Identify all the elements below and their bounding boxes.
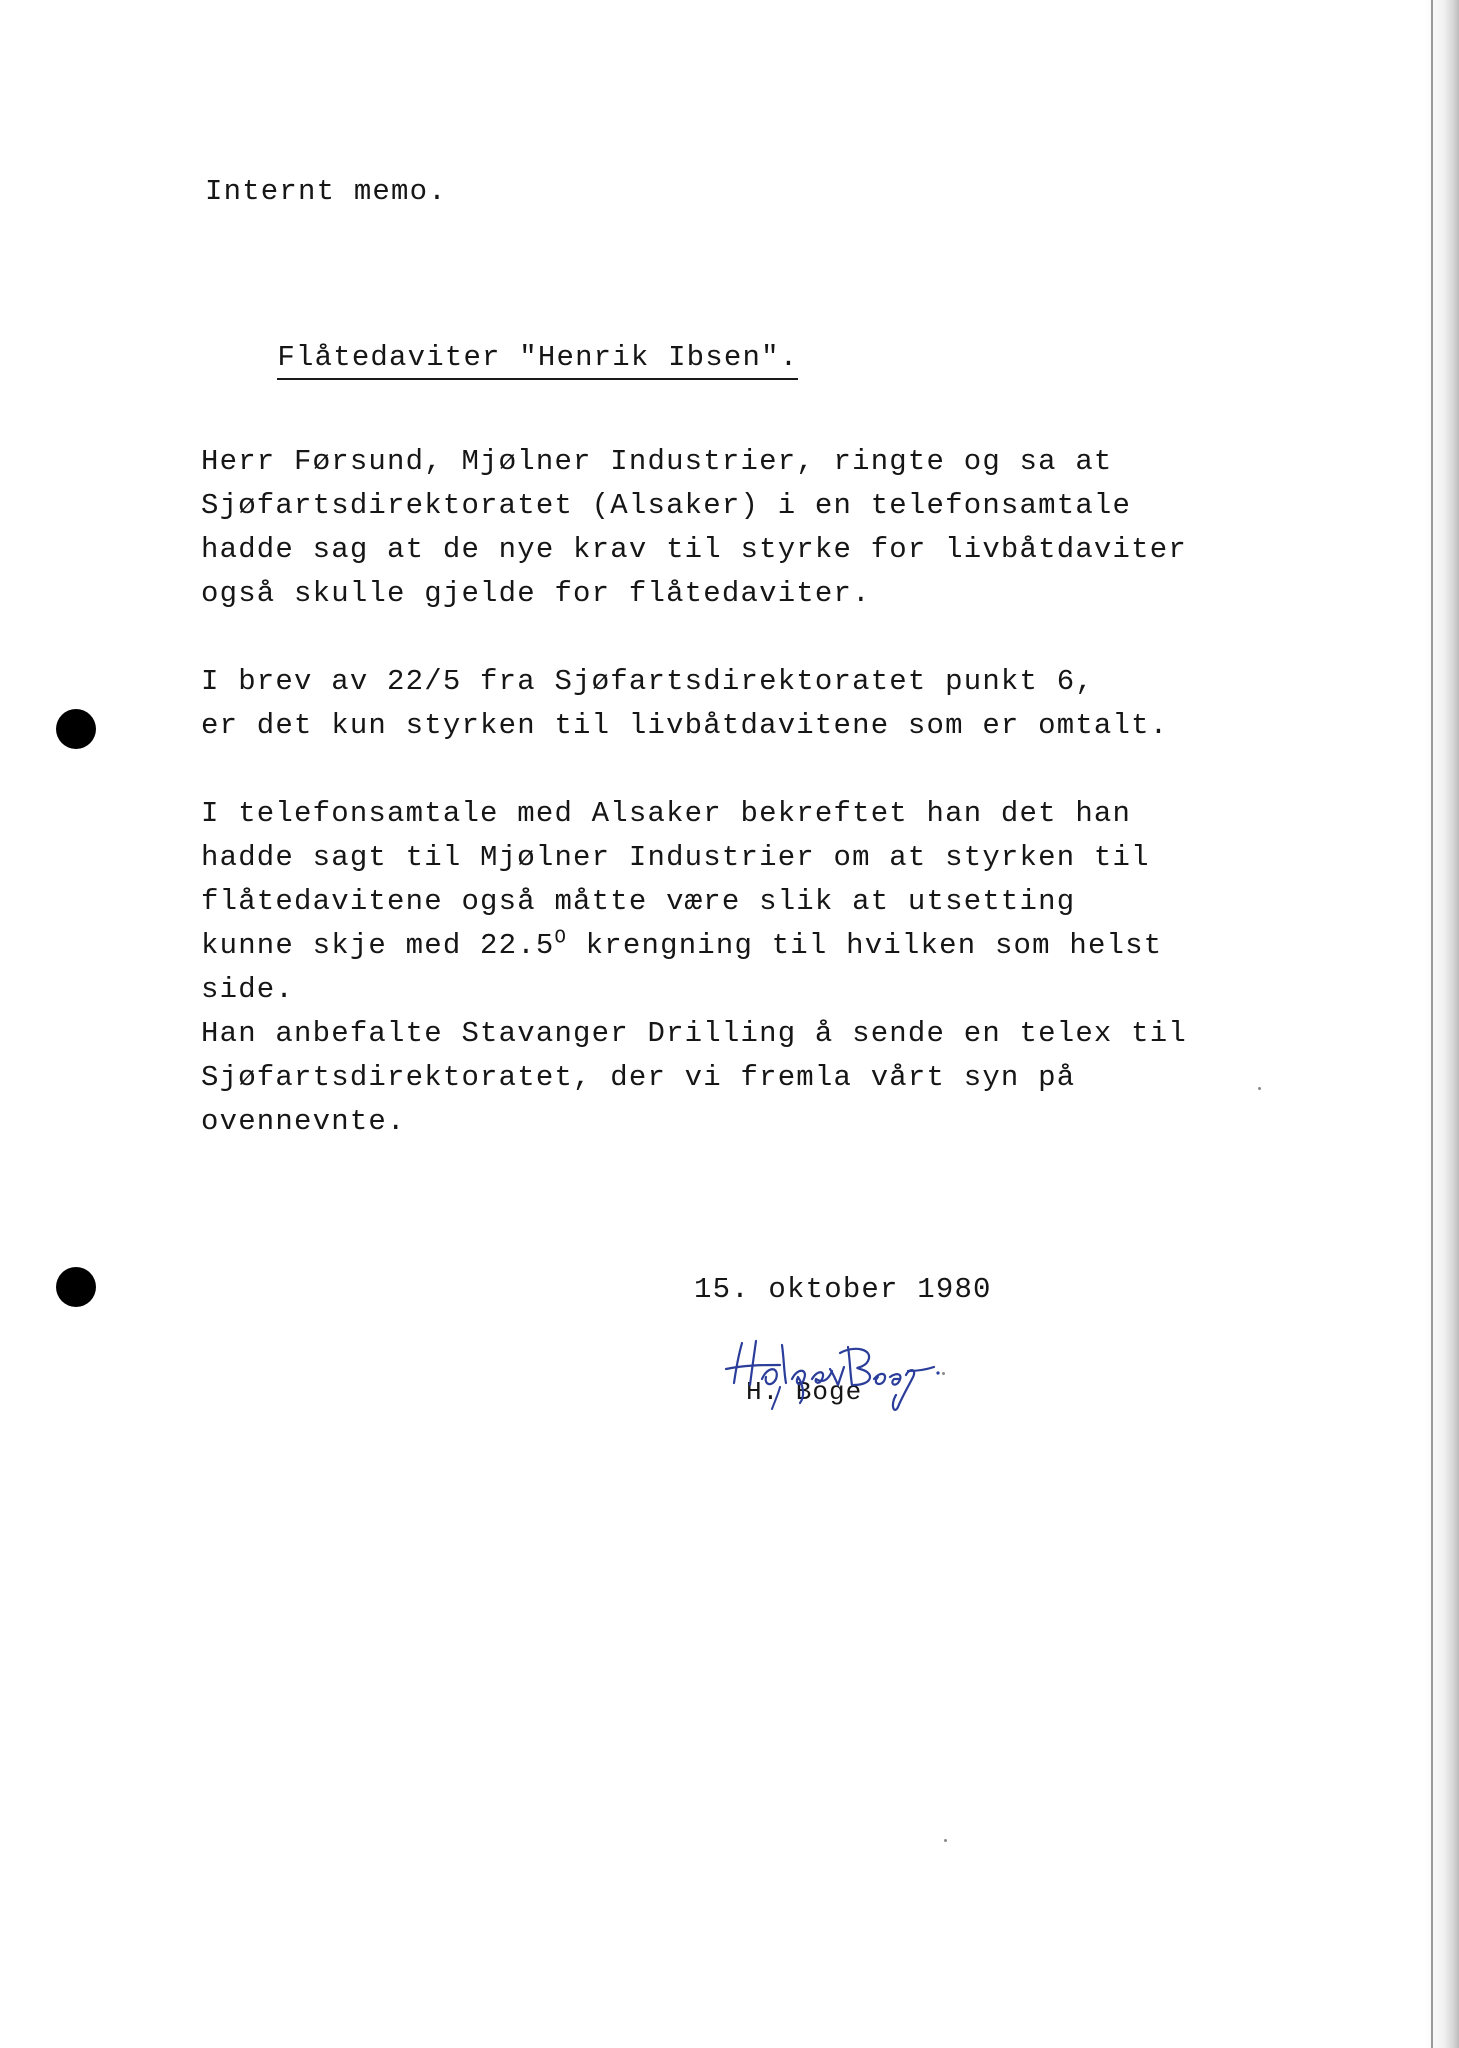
memo-subject-text: Flåtedaviter "Henrik Ibsen". — [277, 341, 798, 380]
memo-label: Internt memo. — [205, 175, 447, 208]
degree-mark: O — [554, 926, 568, 949]
scan-speck — [1258, 1087, 1261, 1090]
body-line: Sjøfartsdirektoratet (Alsaker) i en telefonsamtale — [201, 489, 1132, 522]
body-line: side. — [201, 973, 295, 1006]
scan-edge-line — [1431, 0, 1433, 2048]
body-line: flåtedavitene også måtte være slik at utsetting — [201, 885, 1076, 918]
memo-body — [201, 440, 1187, 1144]
body-line: I telefonsamtale med Alsaker bekreftet han det han — [201, 797, 1132, 830]
memo-date: 15. oktober 1980 — [694, 1273, 992, 1306]
body-line: hadde sag at de nye krav til styrke for livbåtdaviter — [201, 533, 1187, 566]
punch-hole-bottom — [56, 1267, 96, 1307]
body-line: Herr Førsund, Mjølner Industrier, ringte og sa at — [201, 445, 1113, 478]
body-line: også skulle gjelde for flåtedaviter. — [201, 577, 871, 610]
body-line: hadde sagt til Mjølner Industrier om at styrken til — [201, 841, 1150, 874]
body-line-angle — [201, 924, 1187, 968]
typed-signature-name: H. Boge — [746, 1377, 863, 1407]
paragraph-gap — [201, 616, 1187, 660]
signature-block — [722, 1335, 942, 1415]
paragraph-gap — [201, 748, 1187, 792]
body-line: er det kun styrken til livbåtdavitene som er omtalt. — [201, 709, 1169, 742]
angle-text-before: kunne skje med 22.5 — [201, 929, 555, 962]
handwritten-signature — [722, 1335, 942, 1415]
scan-speck — [942, 1372, 945, 1375]
body-line: Sjøfartsdirektoratet, der vi fremla vårt syn på — [201, 1061, 1076, 1094]
body-line: ovennevnte. — [201, 1105, 406, 1138]
body-line: I brev av 22/5 fra Sjøfartsdirektoratet punkt 6, — [201, 665, 1094, 698]
punch-hole-top — [56, 709, 96, 749]
memo-subject — [203, 307, 798, 414]
angle-text-after: krengning til hvilken som helst — [567, 929, 1163, 962]
scan-speck — [944, 1839, 947, 1842]
body-line: Han anbefalte Stavanger Drilling å sende en telex til — [201, 1017, 1187, 1050]
